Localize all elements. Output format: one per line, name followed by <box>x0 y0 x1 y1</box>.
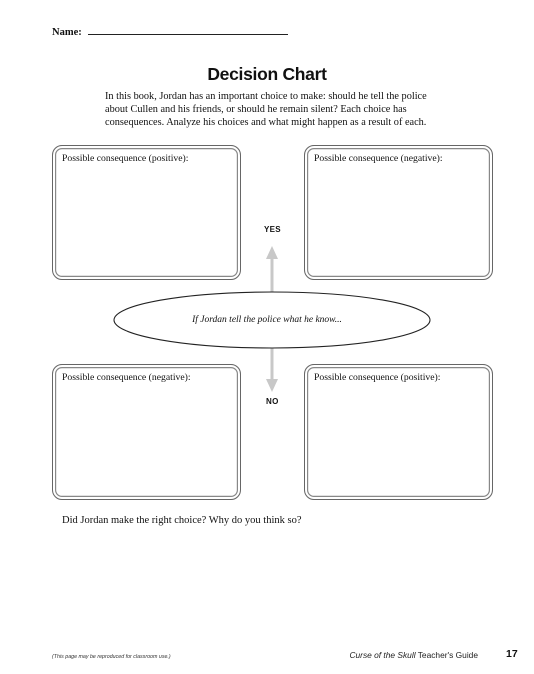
box-bottom-right-label: Possible consequence (positive): <box>314 372 441 383</box>
no-arrowhead-icon <box>266 379 278 392</box>
page-number: 17 <box>506 648 518 660</box>
book-title: Curse of the Skull <box>349 650 416 660</box>
intro-paragraph: In this book, Jordan has an important choice to make: should he tell the police about Cullen and his friends, or should he remain silent? Each choice has consequences. Analyze his choices and what might happen as a result of each. <box>105 91 427 128</box>
footer-book-title <box>349 650 478 660</box>
ellipse-text: If Jordan tell the police what he know... <box>192 315 342 325</box>
box-bottom-left-label: Possible consequence (negative): <box>62 372 191 383</box>
guide-label: Teacher's Guide <box>415 650 478 660</box>
page-title: Decision Chart <box>207 64 327 84</box>
no-label: NO <box>266 397 279 406</box>
box-top-right-label: Possible consequence (negative): <box>314 153 443 164</box>
reproduce-note: (This page may be reproduced for classroom use.) <box>52 654 171 660</box>
box-top-left-label: Possible consequence (positive): <box>62 153 189 164</box>
reflection-question: Did Jordan make the right choice? Why do you think so? <box>62 515 302 526</box>
yes-arrowhead-icon <box>266 246 278 259</box>
name-label: Name: <box>52 27 82 38</box>
yes-label: YES <box>264 225 281 234</box>
